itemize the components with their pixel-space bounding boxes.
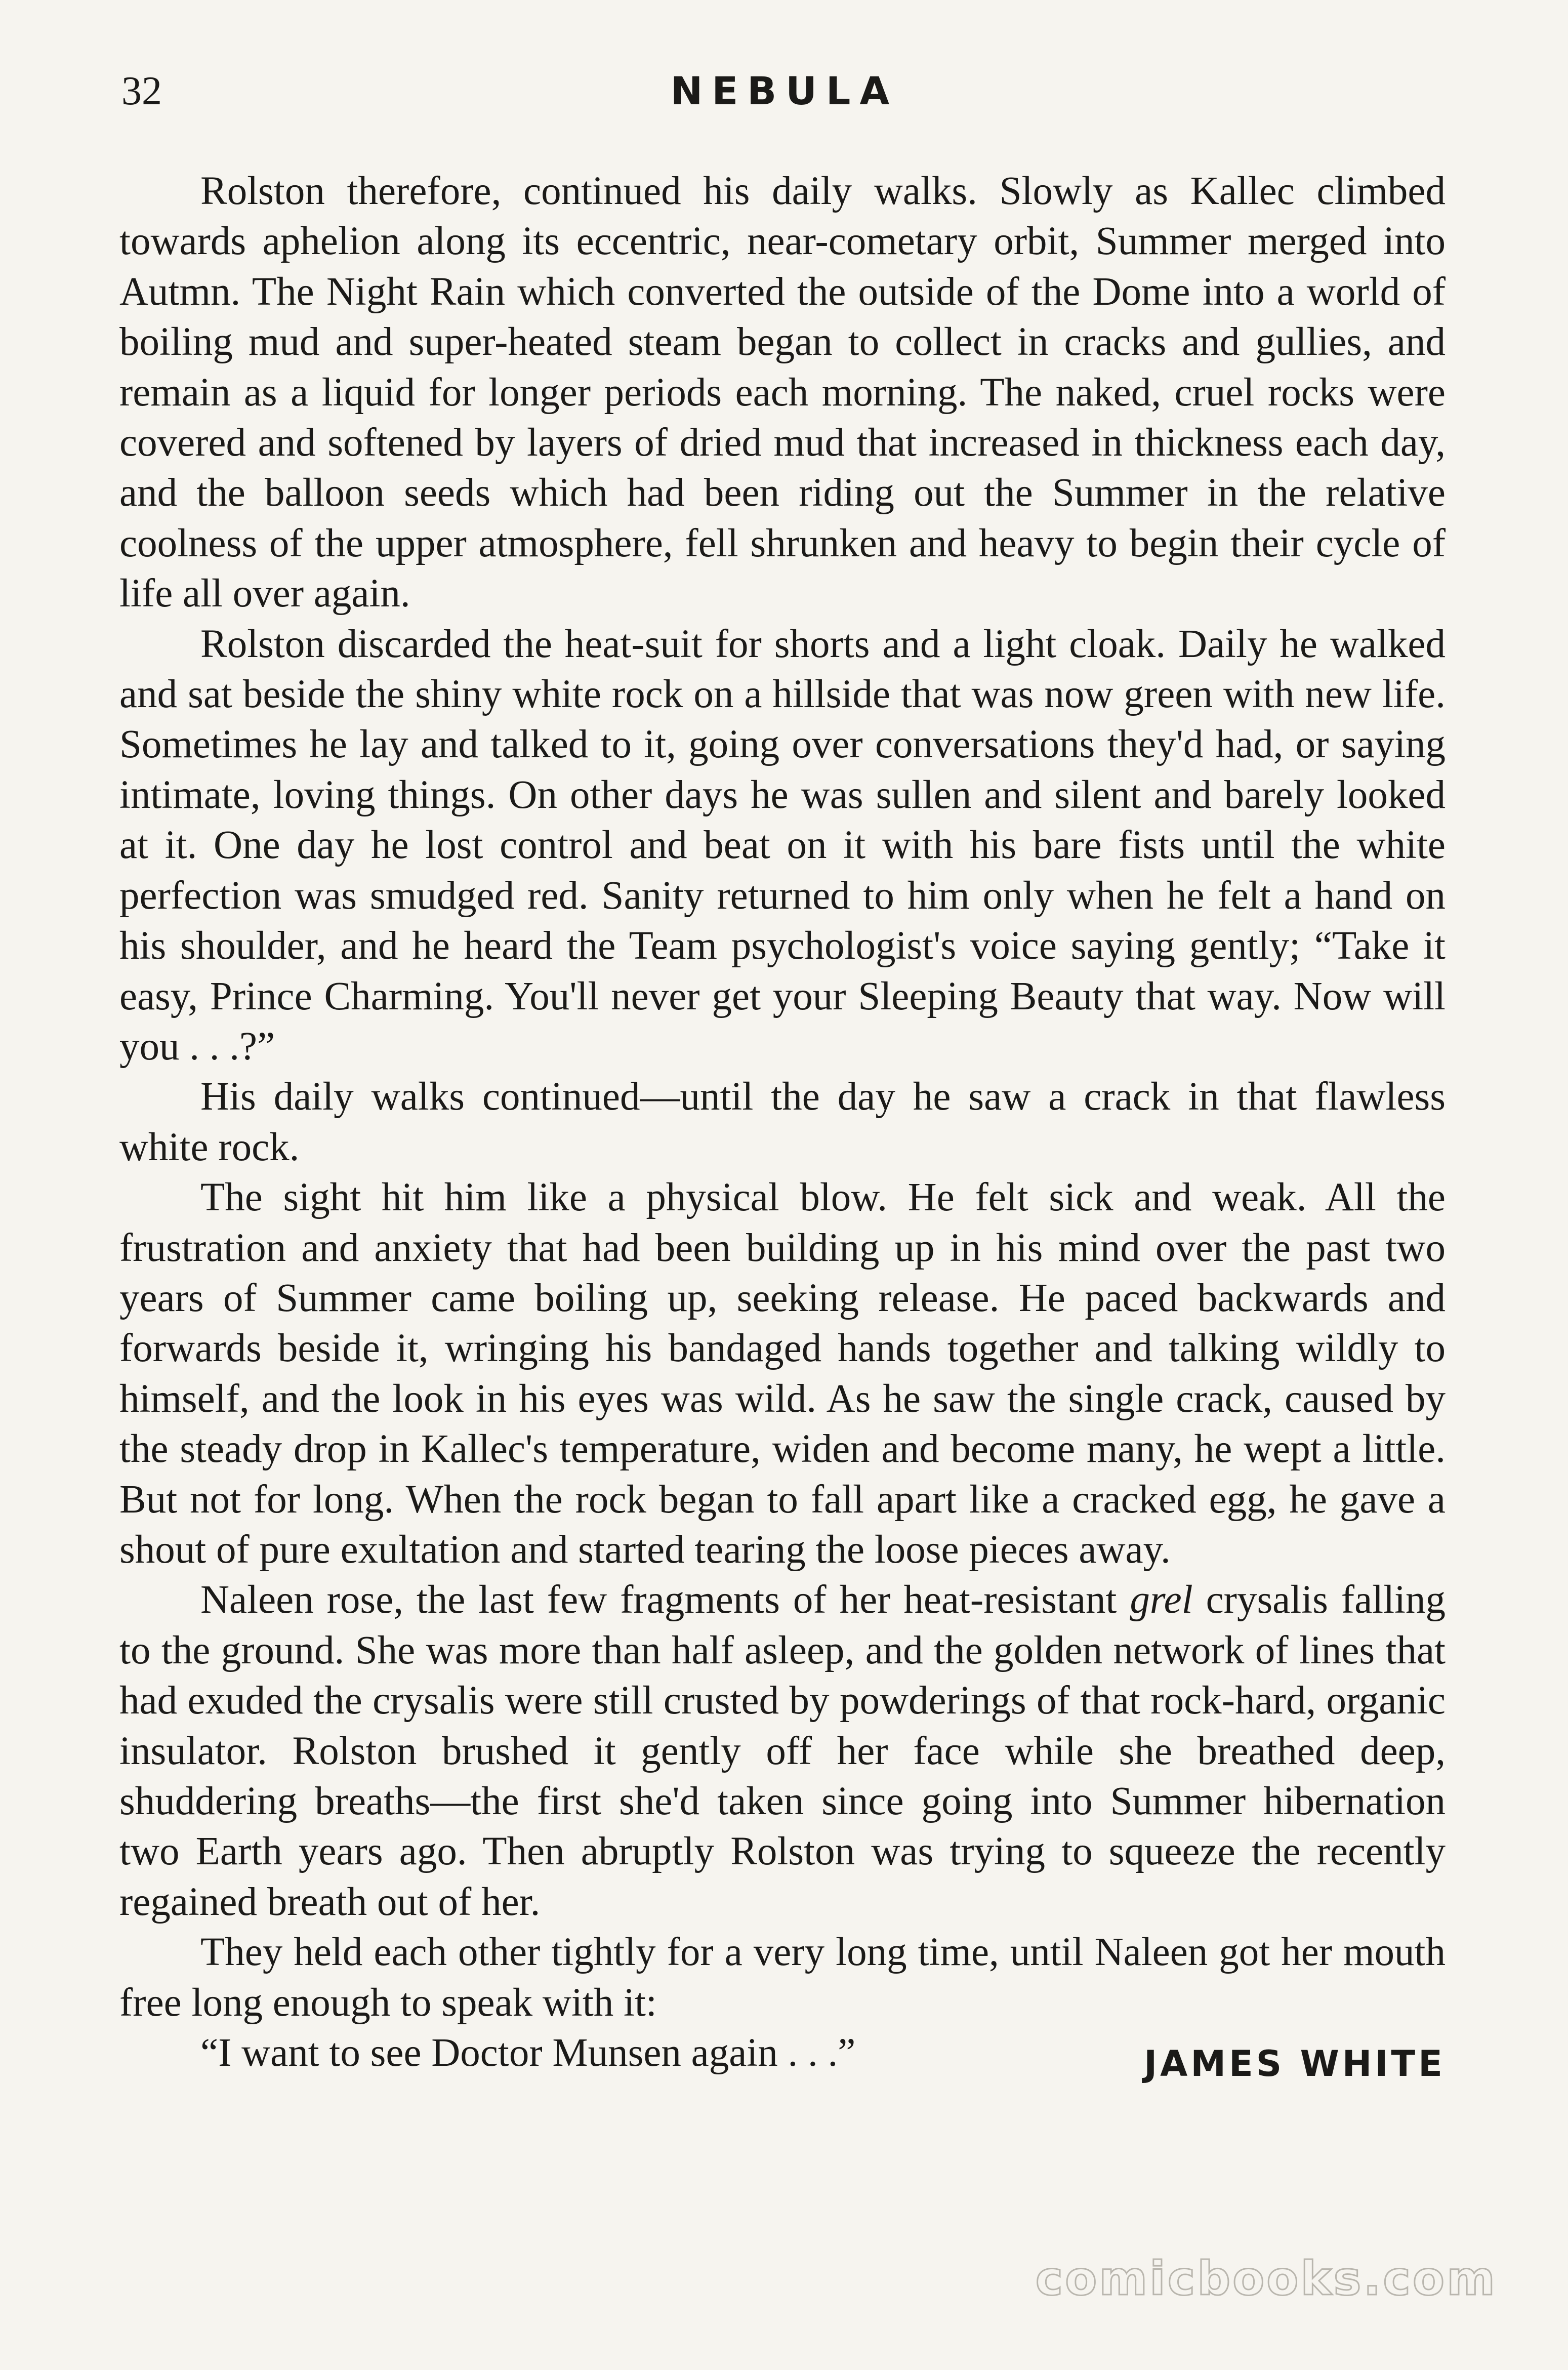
paragraph: His daily walks continued—until the day he saw a crack in that flawless white rock. — [119, 1075, 1446, 1169]
paragraph-text: crysalis falling to the ground. She was more than half asleep, and the golden network of lines that had exuded the crysalis were still crusted by powderings of that rock-hard, organic insulator. Rolston brushed it gently off her face while she breathed deep, shuddering breaths—the first she'd taken since going into Summer hibernation two Earth years ago. Then abruptly Rolston was trying to squeeze the recently regained breath out of her. — [119, 1578, 1446, 1924]
magazine-title: NEBULA — [670, 68, 899, 113]
paragraph-text: Naleen rose, the last few fragments of her heat-resistant — [200, 1578, 1130, 1622]
story-body — [119, 166, 1446, 2085]
page-header — [121, 61, 1448, 121]
page-number: 32 — [121, 69, 162, 113]
italic-word: grel — [1130, 1578, 1193, 1622]
closing-quote: “I want to see Doctor Munsen again . . .” — [200, 2031, 856, 2075]
paragraph: They held each other tightly for a very long time, until Naleen got her mouth free long enough to speak with it: — [119, 1930, 1446, 2025]
closing-line — [119, 2028, 1446, 2085]
author-byline: JAMES WHITE — [1144, 2043, 1446, 2085]
paragraph: The sight hit him like a physical blow. He felt sick and weak. All the frustration and anxiety that had been building up in his mind over the past two years of Summer came boiling up, seeking release. He paced backwards and forwards beside it, wringing his bandaged hands together and talking wildly to himself, and the look in his eyes was wild. As he saw the single crack, caused by the steady drop in Kallec's temperature, widen and become many, he wept a little. But not for long. When the rock began to fall apart like a cracked egg, he gave a shout of pure exultation and started tearing the loose pieces away. — [119, 1175, 1446, 1572]
watermark: comicbooks.com — [1035, 2252, 1497, 2306]
paragraph: Rolston therefore, continued his daily walks. Slowly as Kallec climbed towards aphelion along its eccentric, near-cometary orbit, Summer merged into Autmn. The Night Rain which converted the outside of the Dome into a world of boiling mud and super-heated steam began to collect in cracks and gullies, and remain as a liquid for longer periods each morning. The naked, cruel rocks were covered and softened by layers of dried mud that increased in thickness each day, and the balloon seeds which had been riding out the Summer in the relative coolness of the upper atmosphere, fell shrunken and heavy to begin their cycle of life all over again. — [119, 169, 1446, 616]
paragraph — [119, 1575, 1446, 1927]
paragraph: Rolston discarded the heat-suit for shorts and a light cloak. Daily he walked and sat beside the shiny white rock on a hillside that was now green with new life. Sometimes he lay and talked to it, going over conversations they'd had, or saying intimate, loving things. On other days he was sullen and silent and barely looked at it. One day he lost control and beat on it with his bare fists until the white perfection was smudged red. Sanity returned to him only when he felt a hand on his shoulder, and he heard the Team psychologist's voice saying gently; “Take it easy, Prince Charming. You'll never get your Sleeping Beauty that way. Now will you . . .?” — [119, 622, 1446, 1069]
